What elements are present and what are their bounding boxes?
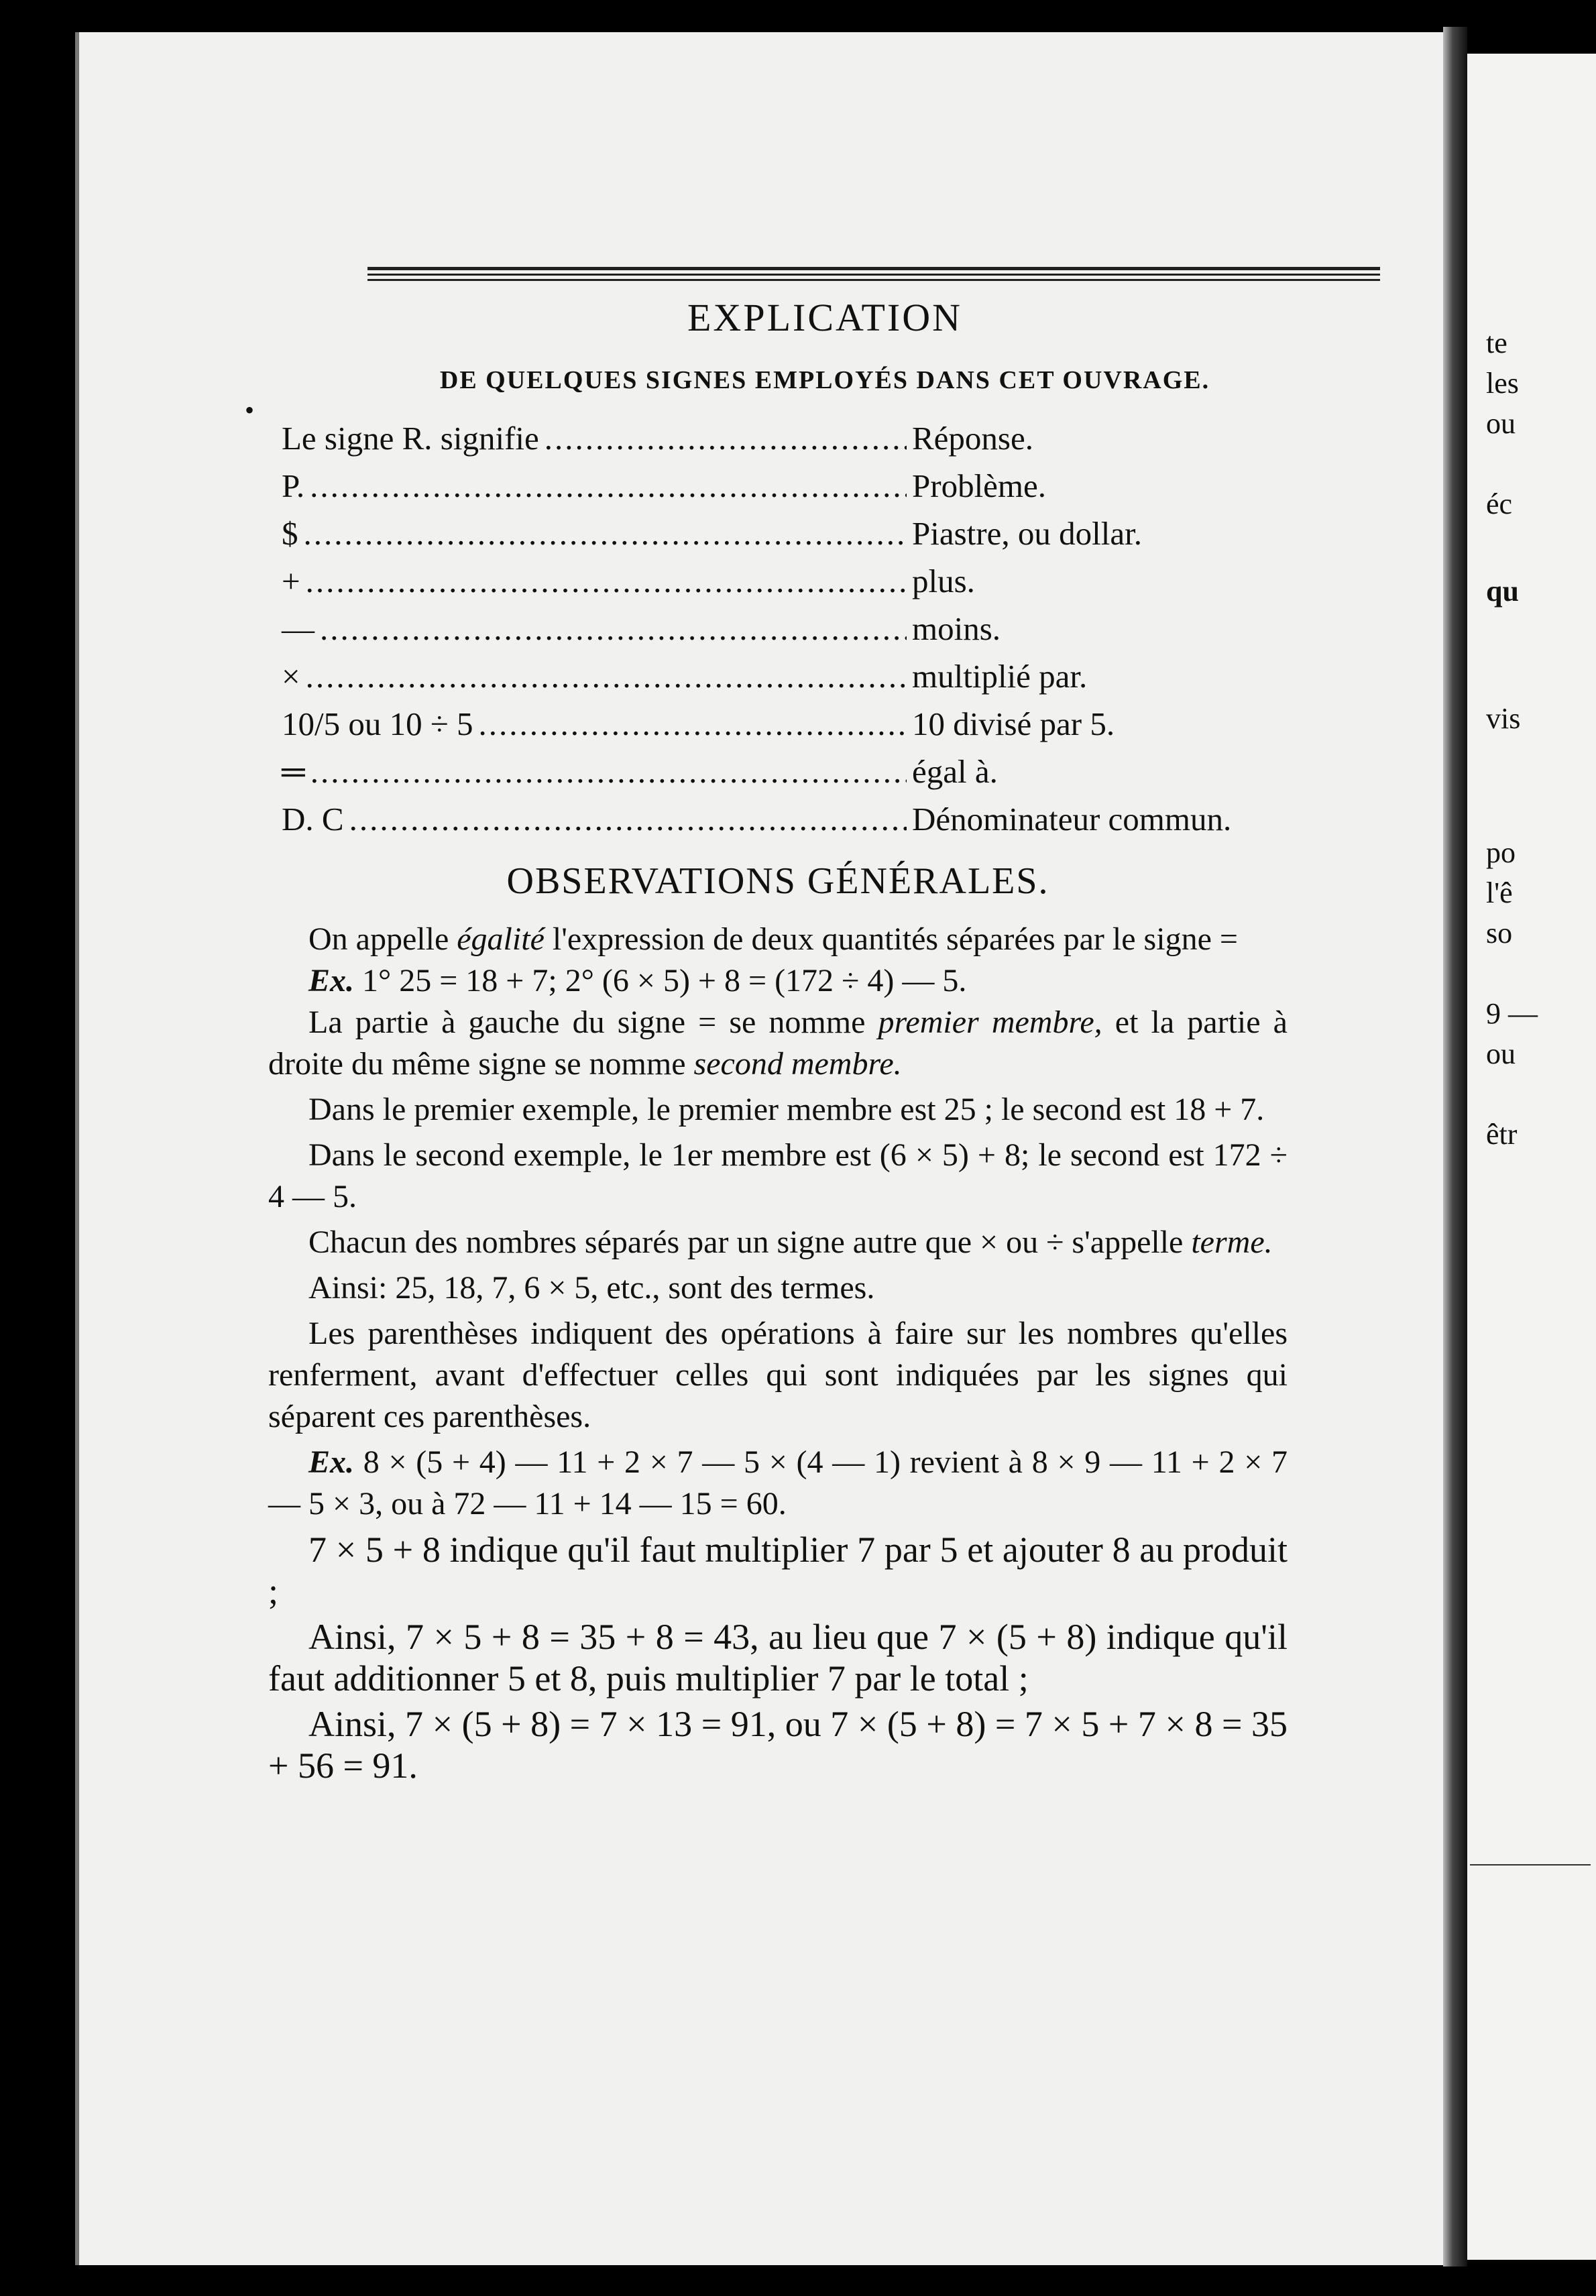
legend-row xyxy=(282,419,1288,467)
bleed-line xyxy=(1470,1864,1591,1866)
legend-row xyxy=(282,800,1288,848)
header-rule xyxy=(367,267,1380,284)
legend-symbol: D. C xyxy=(282,801,344,838)
paragraph: Ainsi, 7 × (5 + 8) = 7 × 13 = 91, ou 7 × (5 + 8) = 7 × 5 + 7 × 8 = 35 + 56 = 91. xyxy=(268,1704,1288,1786)
text-fragment: l'ê xyxy=(1486,876,1513,909)
legend-symbol: ═ xyxy=(282,753,305,790)
paragraph: Ex. 8 × (5 + 4) — 11 + 2 × 7 — 5 × (4 — 1) revient à 8 × 9 — 11 + 2 × 7 — 5 × 3, ou à 72 — 11 + 14 — 15 = 60. xyxy=(268,1444,1288,1522)
paragraph: On appelle égalité l'expression de deux quantités séparées par le signe = xyxy=(308,921,1238,957)
legend-row xyxy=(282,562,1288,610)
paragraph: La partie à gauche du signe = se nomme premier membre, et la partie à droite du même signe se nomme second membre. xyxy=(268,1005,1288,1082)
paragraph: Chacun des nombres séparés par un signe autre que × ou ÷ s'appelle terme. xyxy=(308,1224,1273,1260)
text-fragment: 9 — xyxy=(1486,997,1538,1030)
legend-row xyxy=(282,657,1288,705)
paragraph: Les parenthèses indiquent des opérations à faire sur les nombres qu'elles renferment, avant d'effectuer celles qui sont indiquées par les signes qui séparent ces parenthèses. xyxy=(268,1316,1288,1434)
text-fragment: êtr xyxy=(1486,1118,1518,1151)
section-title: OBSERVATIONS GÉNÉRALES. xyxy=(506,860,1049,902)
right-page-edge xyxy=(1467,54,1596,2260)
legend-row xyxy=(282,705,1288,752)
legend-symbol: — xyxy=(282,610,315,647)
paragraph: Ainsi, 7 × 5 + 8 = 35 + 8 = 43, au lieu que 7 × (5 + 8) indique qu'il faut additionner 5 et 8, puis multiplier 7 par le total ; xyxy=(268,1617,1288,1699)
paragraph: Dans le second exemple, le 1er membre est (6 × 5) + 8; le second est 172 ÷ 4 — 5. xyxy=(268,1137,1288,1214)
text-fragment: les xyxy=(1486,367,1519,400)
text-fragment: ou xyxy=(1486,407,1516,440)
legend-symbol: P. xyxy=(282,467,305,504)
legend-symbol: $ xyxy=(282,515,298,552)
dot-leader xyxy=(479,705,907,743)
observations-body xyxy=(268,919,1288,1786)
legend-symbol: 10/5 ou 10 ÷ 5 xyxy=(282,705,473,742)
book-gutter xyxy=(1443,27,1467,2266)
paragraph: Dans le premier exemple, le premier membre est 25 ; le second est 18 + 7. xyxy=(308,1092,1265,1127)
legend-meaning: plus. xyxy=(912,563,975,599)
text-fragment: qu xyxy=(1486,575,1519,608)
paragraph: Ainsi: 25, 18, 7, 6 × 5, etc., sont des termes. xyxy=(308,1270,875,1306)
legend-meaning: multiplié par. xyxy=(912,658,1088,695)
legend-symbol: + xyxy=(282,563,300,599)
legend-meaning: moins. xyxy=(912,610,1001,647)
legend-meaning: Réponse. xyxy=(912,420,1033,457)
dot-leader xyxy=(304,514,907,553)
dot-leader xyxy=(306,562,907,600)
legend-meaning: Piastre, ou dollar. xyxy=(912,515,1142,552)
dot-leader xyxy=(306,657,907,695)
paragraph: 7 × 5 + 8 indique qu'il faut multiplier 7 par 5 et ajouter 8 au produit ; xyxy=(268,1530,1288,1611)
page-title: EXPLICATION xyxy=(687,296,962,339)
text-fragment: po xyxy=(1486,836,1516,869)
dot-leader xyxy=(349,800,907,838)
dot-leader xyxy=(310,467,907,505)
legend-meaning: égal à. xyxy=(912,753,998,790)
dot-leader xyxy=(310,752,907,791)
text-fragment: ou xyxy=(1486,1037,1516,1070)
legend-meaning: 10 divisé par 5. xyxy=(912,705,1115,742)
legend-symbol: Le signe R. signifie xyxy=(282,420,539,457)
legend-meaning: Problème. xyxy=(912,467,1047,504)
legend-row xyxy=(282,610,1288,657)
text-fragment: so xyxy=(1486,917,1513,950)
text-fragment: éc xyxy=(1486,487,1513,520)
text-fragment: vis xyxy=(1486,702,1521,735)
dot-leader xyxy=(545,419,907,457)
legend-symbol: × xyxy=(282,658,300,695)
page-subtitle: DE QUELQUES SIGNES EMPLOYÉS DANS CET OUVRAGE. xyxy=(439,366,1210,394)
legend-meaning: Dénominateur commun. xyxy=(912,801,1232,838)
legend-row xyxy=(282,467,1288,514)
signs-legend xyxy=(282,419,1288,848)
page-content xyxy=(268,295,1288,1786)
text-fragment: te xyxy=(1486,327,1507,359)
dot-leader xyxy=(320,610,907,648)
stray-dot: • xyxy=(245,395,255,425)
legend-row xyxy=(282,514,1288,562)
paragraph: Ex. 1° 25 = 18 + 7; 2° (6 × 5) + 8 = (172 ÷ 4) — 5. xyxy=(308,963,967,998)
legend-row xyxy=(282,752,1288,800)
